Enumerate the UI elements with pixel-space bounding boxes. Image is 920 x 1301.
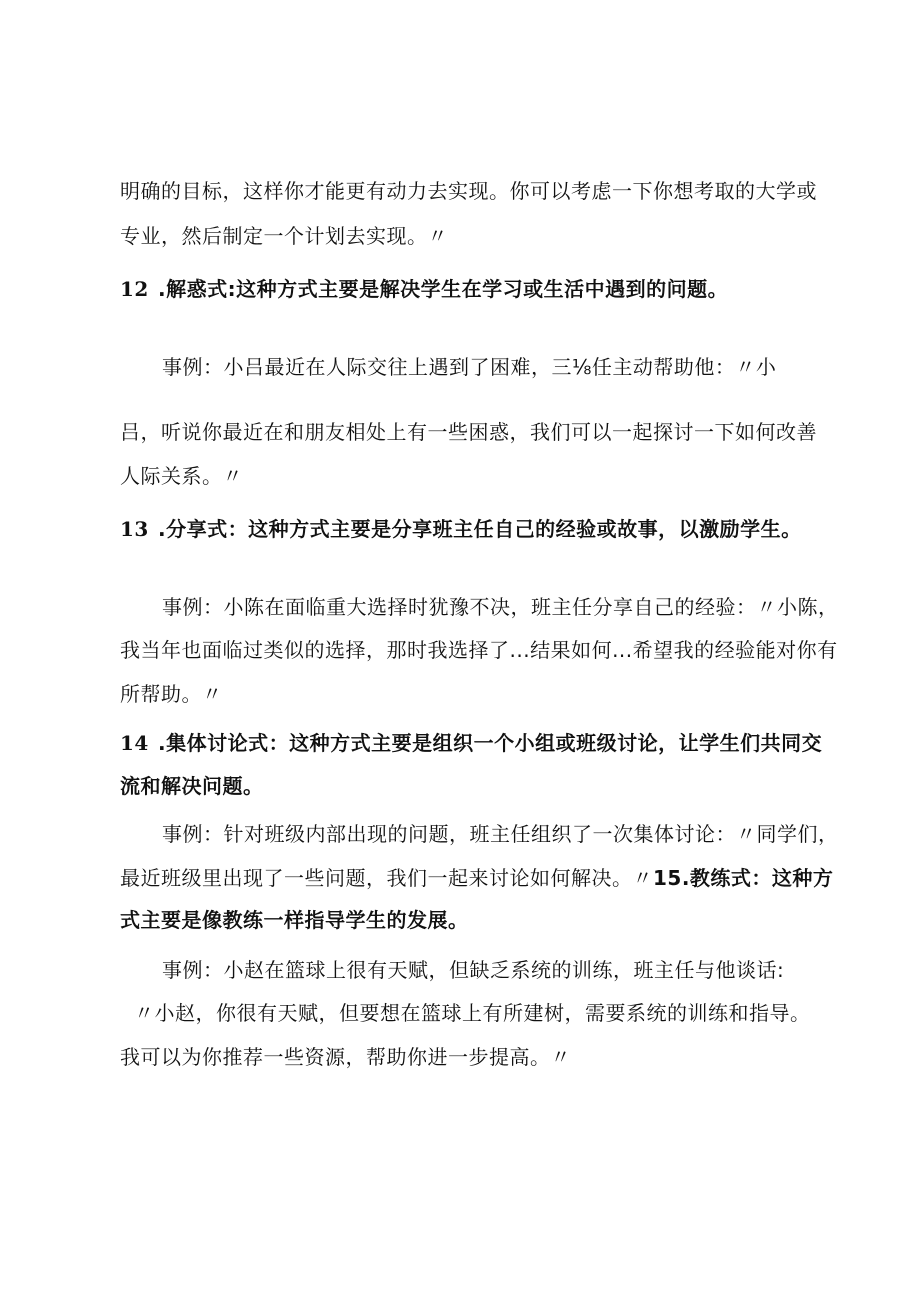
paragraph-line: 专业，然后制定一个计划去实现。〃	[120, 224, 448, 248]
section-number: 13	[120, 517, 149, 541]
section-title: .解惑式:这种方式主要是解决学生在学习或生活中遇到的问题。	[158, 277, 729, 301]
section-title-continuation: 流和解决问题。	[120, 774, 264, 798]
paragraph-line: 明确的目标，这样你才能更有动力去实现。你可以考虑一下你想考取的大学或	[120, 179, 817, 203]
example-line: 吕，听说你最近在和朋友相处上有一些困惑，我们可以一起探讨一下如何改善	[120, 420, 817, 444]
example-line: 事例：小吕最近在人际交往上遇到了困难，三⅛任主动帮助他：〃小	[162, 355, 777, 379]
example-line: 〃小赵，你很有天赋，但要想在篮球上有所建树，需要系统的训练和指导。	[134, 1001, 811, 1025]
example-line: 我可以为你推荐一些资源，帮助你进一步提高。〃	[120, 1045, 571, 1069]
section-heading-12	[120, 275, 728, 303]
section-number: 12	[120, 277, 149, 301]
section-heading-14	[120, 729, 822, 757]
section-title: .集体讨论式：这种方式主要是组织一个小组或班级讨论，让学生们共同交	[158, 731, 823, 755]
section-title-continuation: 式主要是像教练一样指导学生的发展。	[120, 908, 469, 932]
example-line: 人际关系。〃	[120, 464, 243, 488]
example-line-with-heading	[120, 864, 833, 892]
section-title: .分享式：这种方式主要是分享班主任自己的经验或故事，以激励学生。	[158, 517, 802, 541]
example-line: 事例：小陈在面临重大选择时犹豫不决，班主任分享自己的经验：〃小陈，	[162, 595, 839, 619]
section-heading-13	[120, 515, 802, 543]
section-heading-15: 15.教练式：这种方	[653, 866, 834, 890]
section-number: 14	[120, 731, 149, 755]
example-text: 最近班级里出现了一些问题，我们一起来讨论如何解决。〃	[120, 866, 653, 890]
example-line: 所帮助。〃	[120, 682, 223, 706]
example-line: 事例：小赵在篮球上很有天赋，但缺乏系统的训练，班主任与他谈话:	[162, 958, 785, 982]
example-line: 事例：针对班级内部出现的问题，班主任组织了一次集体讨论：〃同学们，	[162, 822, 839, 846]
example-line: 我当年也面临过类似的选择，那时我选择了...结果如何...希望我的经验能对你有	[120, 638, 838, 662]
